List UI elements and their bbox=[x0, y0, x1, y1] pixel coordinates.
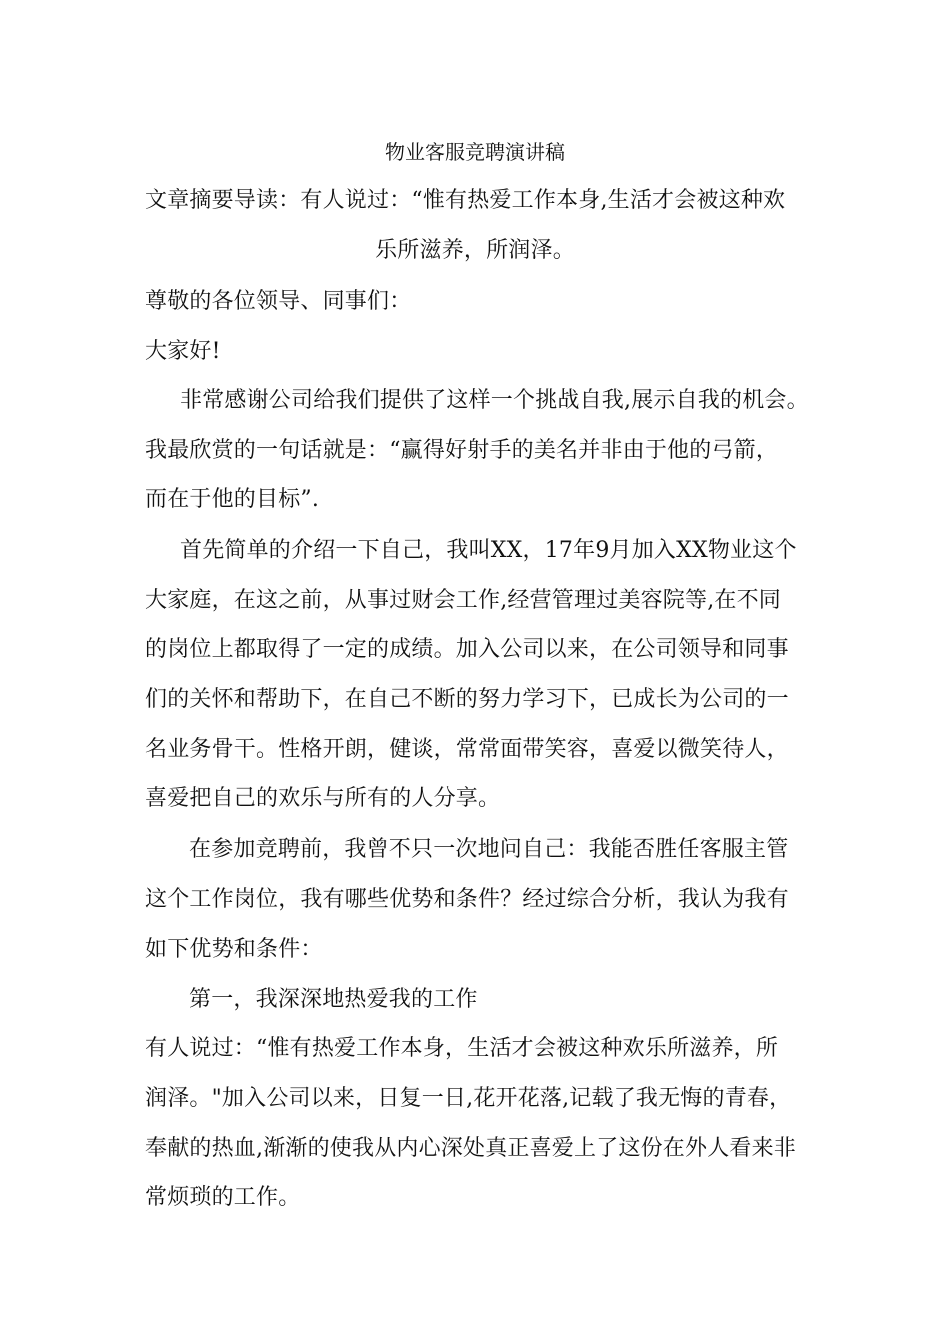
summary-line: 文章摘要导读：有人说过：“惟有热爱工作本身,生活才会被这种欢 bbox=[145, 188, 786, 213]
paragraph-line: 在参加竞聘前，我曾不只一次地问自己：我能否胜任客服主管 bbox=[189, 837, 789, 862]
paragraph-line: 名业务骨干。性格开朗，健谈，常常面带笑容，喜爱以微笑待人， bbox=[145, 737, 789, 762]
salutation: 尊敬的各位领导、同事们： bbox=[145, 289, 412, 314]
paragraph-line: 这个工作岗位，我有哪些优势和条件？经过综合分析，我认为我有 bbox=[145, 887, 789, 912]
section-heading: 第一，我深深地热爱我的工作 bbox=[189, 987, 478, 1012]
summary-line-continued: 乐所滋养，所润泽。 bbox=[375, 238, 575, 263]
paragraph-line: 的岗位上都取得了一定的成绩。加入公司以来，在公司领导和同事 bbox=[145, 637, 789, 662]
paragraph-line: 们的关怀和帮助下，在自己不断的努力学习下，已成长为公司的一 bbox=[145, 687, 789, 712]
paragraph-line: 而在于他的目标”. bbox=[145, 487, 320, 512]
paragraph-line: 奉献的热血,渐渐的使我从内心深处真正喜爱上了这份在外人看来非 bbox=[145, 1136, 796, 1161]
document-title: 物业客服竞聘演讲稿 bbox=[385, 140, 565, 164]
paragraph-line: 我最欣赏的一句话就是：“赢得好射手的美名并非由于他的弓箭， bbox=[145, 438, 779, 463]
paragraph-line: 如下优势和条件： bbox=[145, 937, 323, 962]
paragraph-line: 首先简单的介绍一下自己，我叫XX，17年9月加入XX物业这个 bbox=[180, 538, 797, 563]
paragraph-line: 常烦琐的工作。 bbox=[145, 1185, 301, 1210]
paragraph-line: 润泽。"加入公司以来，日复一日,花开花落,记载了我无悔的青春， bbox=[145, 1086, 792, 1111]
paragraph-line: 有人说过：“惟有热爱工作本身，生活才会被这种欢乐所滋养，所 bbox=[145, 1036, 779, 1061]
greeting: 大家好! bbox=[145, 339, 221, 364]
paragraph-line: 喜爱把自己的欢乐与所有的人分享。 bbox=[145, 786, 501, 811]
paragraph-line: 大家庭，在这之前，从事过财会工作,经营管理过美容院等,在不同 bbox=[145, 588, 781, 613]
paragraph-line: 非常感谢公司给我们提供了这样一个挑战自我,展示自我的机会。 bbox=[180, 388, 809, 413]
